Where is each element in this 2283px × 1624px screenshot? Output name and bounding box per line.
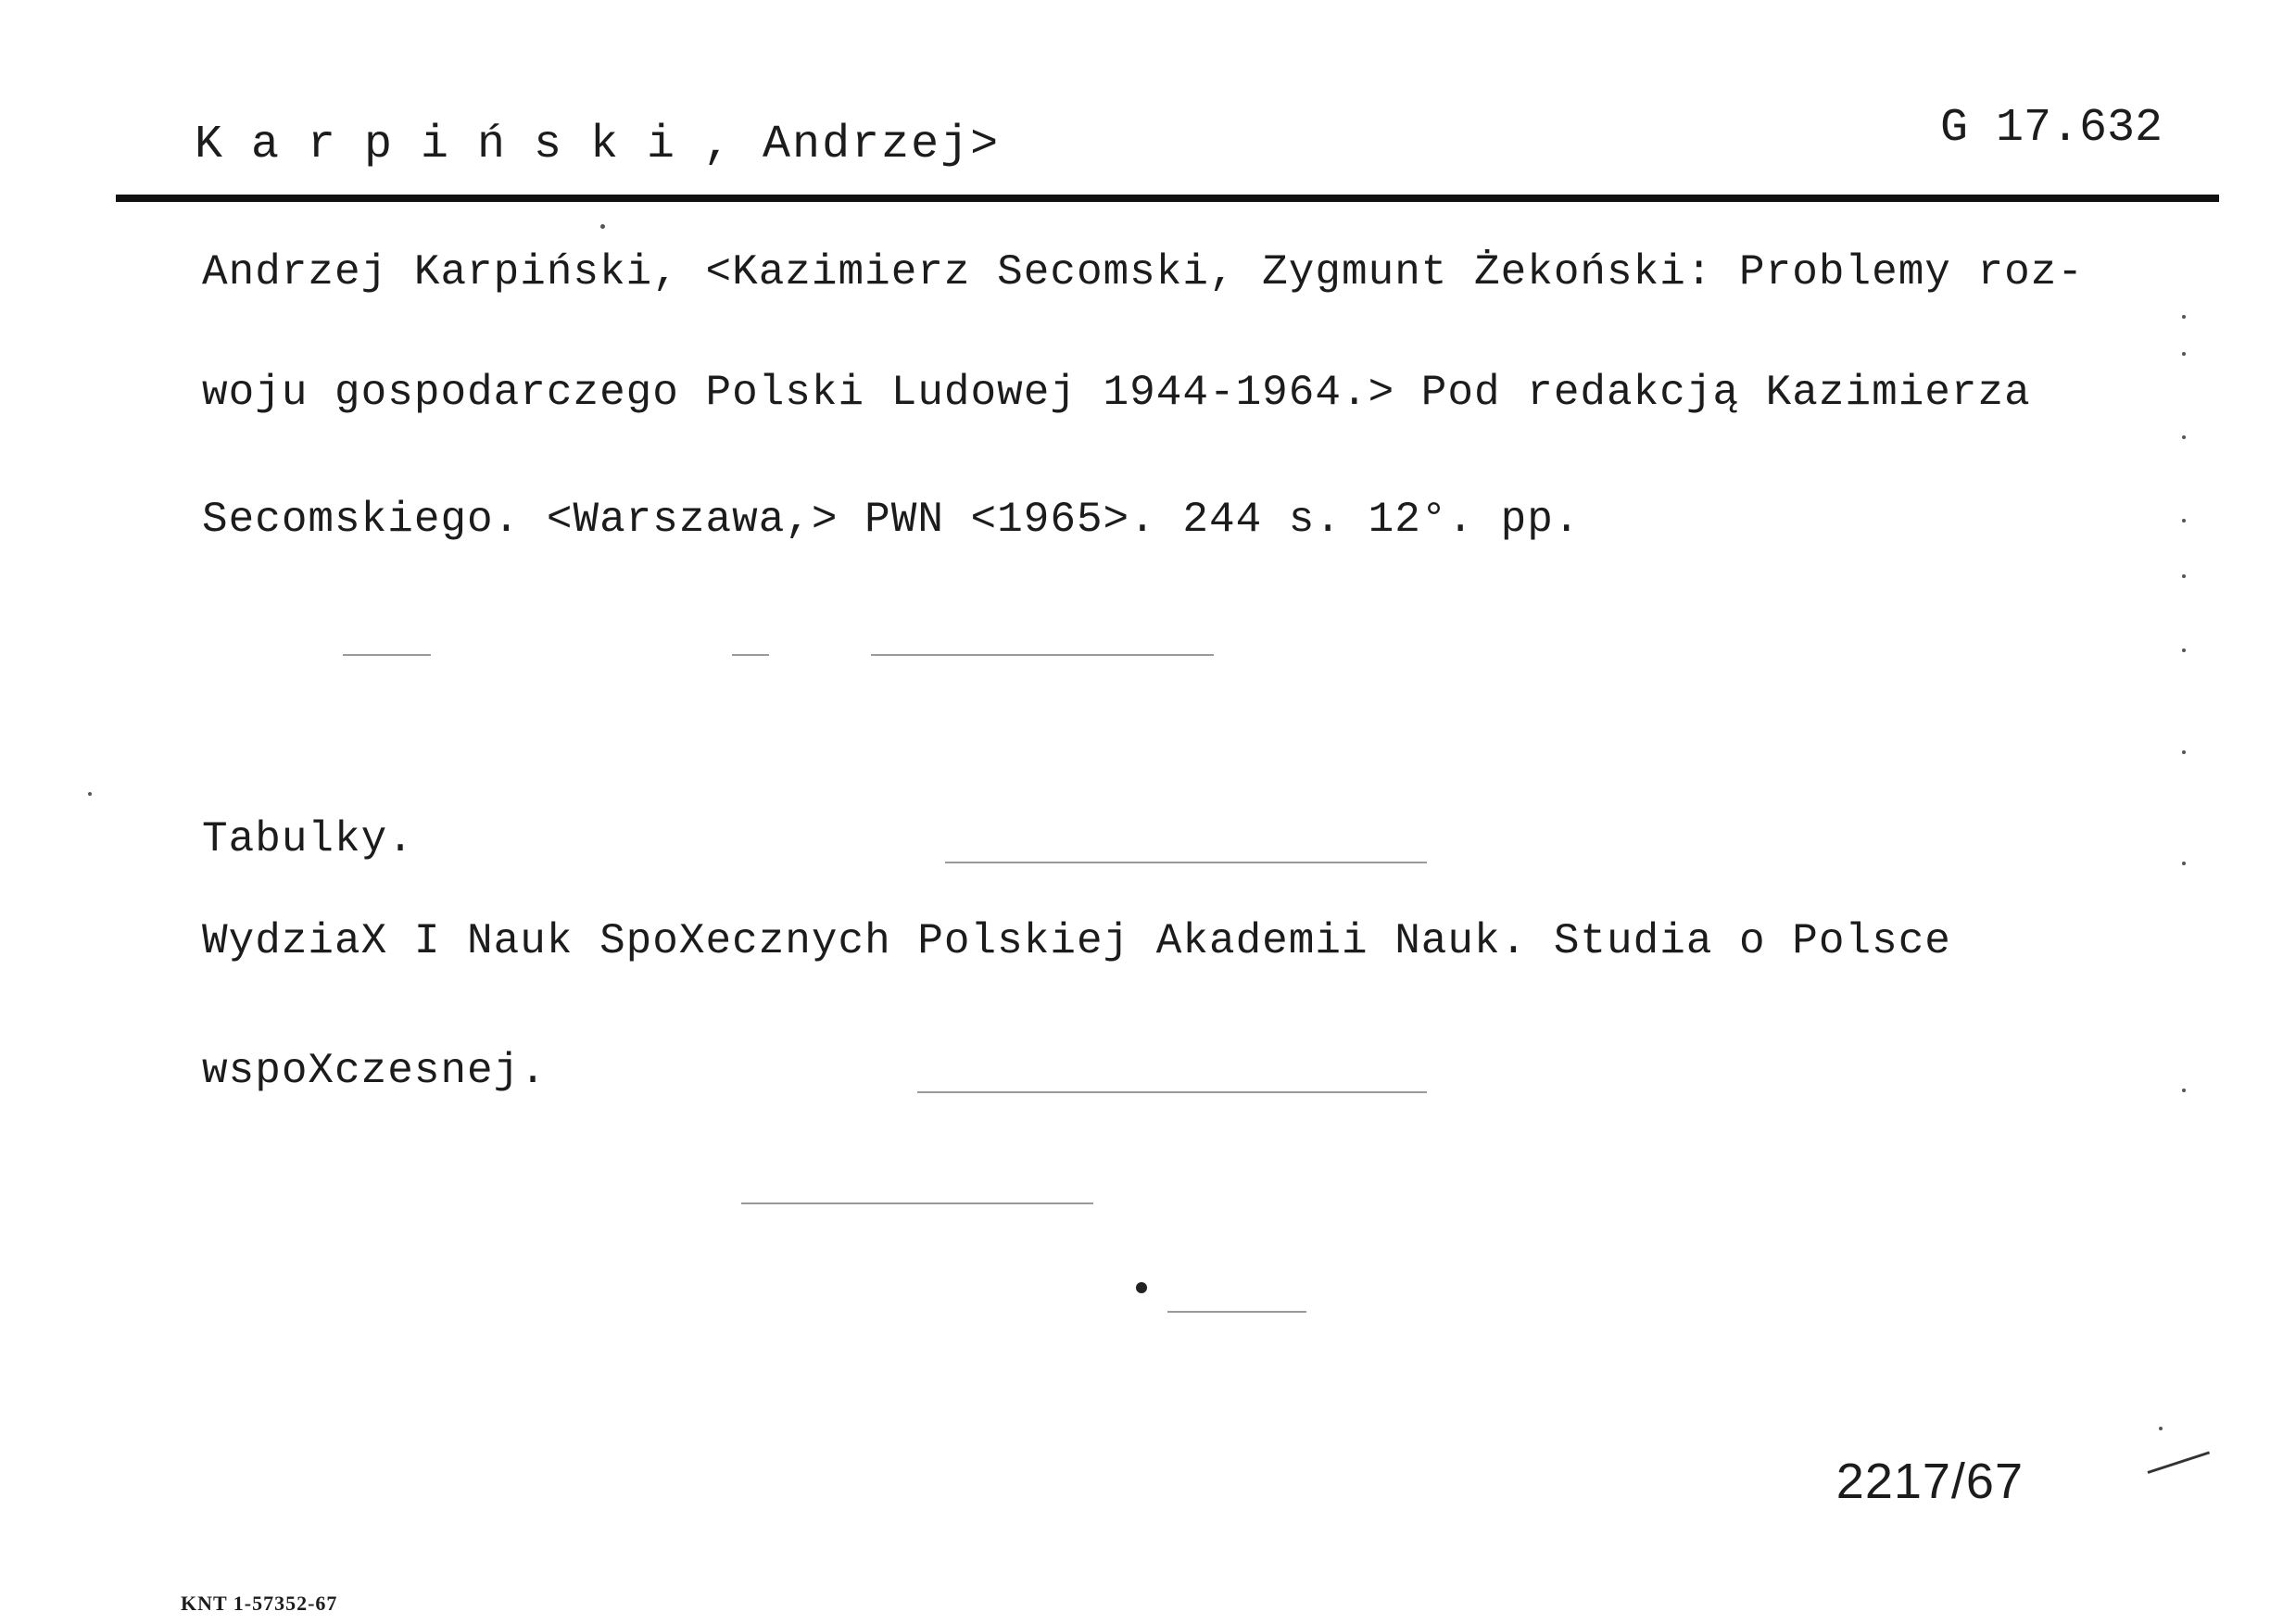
speck-mark (2182, 435, 2186, 439)
accession-check-mark (2148, 1451, 2211, 1473)
speck-mark (2182, 315, 2186, 319)
card-print-code: KNT 1-57352-67 (181, 1592, 338, 1615)
speck-mark (945, 862, 1427, 863)
speck-mark (871, 654, 1214, 656)
body-line-4: Tabulky. (202, 815, 414, 863)
speck-mark (2159, 1427, 2163, 1430)
body-line-2: woju gospodarczego Polski Ludowej 1944-1964.> Pod redakcją Kazimierza (202, 369, 2031, 417)
speck-mark (917, 1091, 1427, 1093)
author-given-name: , Andrzej (703, 119, 971, 171)
speck-mark (2182, 648, 2186, 652)
speck-mark (2182, 352, 2186, 356)
call-number: G 17.632 (1939, 102, 2163, 155)
body-line-3: Secomskiego. <Warszawa,> PWN <1965>. 244 s. 12°. pp. (202, 496, 1581, 544)
speck-mark (2182, 862, 2186, 865)
speck-mark (88, 792, 92, 796)
speck-mark (2182, 750, 2186, 754)
heading-rule (116, 195, 2219, 202)
body-line-5: WydziaX I Nauk SpoXecznych Polskiej Akademii Nauk. Studia o Polsce (202, 917, 1951, 965)
speck-mark (2182, 574, 2186, 578)
speck-mark (2182, 519, 2186, 522)
body-line-1: Andrzej Karpiński, <Kazimierz Secomski, Zygmunt Żekoński: Problemy roz- (202, 248, 2084, 296)
card-heading-author (195, 119, 1000, 171)
speck-mark (741, 1202, 1093, 1204)
speck-mark (343, 654, 431, 656)
accession-number: 2217/67 (1835, 1454, 2024, 1509)
speck-mark (600, 224, 605, 229)
heading-bracket: > (970, 119, 1001, 171)
body-line-6: wspoXczesnej. (202, 1047, 547, 1095)
author-surname: Karpiński (195, 119, 704, 171)
speck-mark (1136, 1282, 1147, 1293)
speck-mark (732, 654, 769, 656)
speck-mark (1167, 1311, 1306, 1313)
speck-mark (2182, 1089, 2186, 1092)
